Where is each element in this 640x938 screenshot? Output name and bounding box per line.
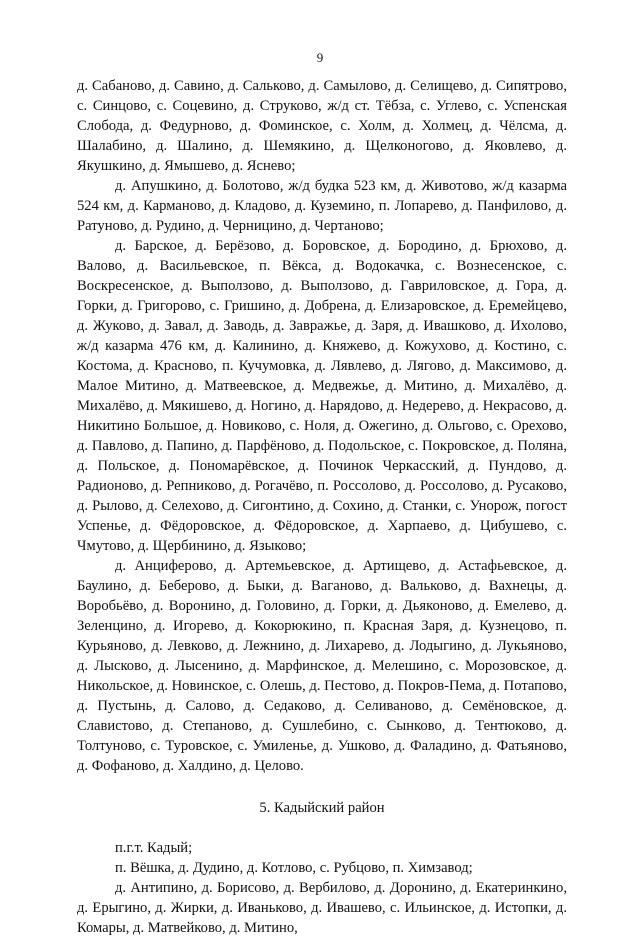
settlement-list-paragraph-5: п.г.т. Кадый; — [115, 840, 193, 856]
document-body — [77, 76, 567, 938]
settlement-list-paragraph-3: д. Барское, д. Берёзово, д. Боровское, д. Бородино, д. Брюхово, д. Валово, д. Васильевское, п. Вёкса, д. Водокачка, с. Вознесенское, с. Воскресенское, д. Выползово, д. Выползово, д. Гавриловское, д. Гора, д. Горки, д. Григорово, с. Гришино, д. Добрена, д. Елизаровское, д. Еремейцево, д. Жуково, д. Завал, д. Заводь, д. Завражье, д. Заря, д. Ивашково, д. Ихолово, ж/д казарма 476 км, д. Калинино, д. Княжево, д. Кожухово, д. Костино, с. Костома, д. Красново, п. Кучумовка, д. Лявлево, д. Лягово, д. Максимово, д. Малое Митино, д. Матвеевское, д. Медвежье, д. Митино, д. Михалёво, д. Михалёво, д. Мякишево, д. Ногино, д. Нарядово, д. Недерево, д. Некрасово, д. Никитино Большое, д. Новиково, с. Ноля, д. Ожегино, д. Ольгово, с. Орехово, д. Павлово, д. Папино, д. Парфёново, д. Подольское, с. Покровское, д. Поляна, д. Польское, д. Пономарёвское, д. Починок Черкасский, д. Пундово, д. Радионово, д. Репниково, д. Рогачёво, п. Россолово, д. Россолово, д. Русаково, д. Рылово, д. Селехово, д. Сигонтино, д. Сохино, д. Станки, с. Унорож, погост Успенье, д. Фёдоровское, д. Фёдоровское, д. Харпаево, д. Цибушево, с. Чмутово, д. Щербинино, д. Языково; — [77, 238, 567, 554]
settlement-list-paragraph-4: д. Анциферово, д. Артемьевское, д. Артищево, д. Астафьевское, д. Баулино, д. Беберово, д. Быки, д. Ваганово, д. Вальково, д. Вахнецы, д. Воробьёво, д. Воронино, д. Головино, д. Горки, д. Дьяконово, д. Емелево, д. Зеленцино, д. Игорево, д. Кокорюкино, п. Красная Заря, д. Кузнецово, п. Курьяново, д. Левково, д. Лежнино, д. Лихарево, д. Лодыгино, д. Лукьяново, д. Лысково, д. Лысенино, д. Марфинское, д. Мелешино, с. Морозовское, д. Никольское, д. Новинское, с. Олешь, д. Пестово, д. Покров-Пема, д. Потапово, д. Пустынь, д. Салово, д. Седаково, д. Селиваново, д. Семёновское, д. Славистово, д. Степаново, д. Сушлебино, с. Сынково, д. Тентюково, д. Толтуново, с. Туровское, с. Умиленье, д. Ушково, д. Фаладино, д. Фатьяново, д. Фофаново, д. Халдино, д. Целово. — [77, 558, 567, 774]
settlement-list-paragraph-6: п. Вёшка, д. Дудино, д. Котлово, с. Рубцово, п. Химзавод; — [115, 860, 473, 876]
settlement-list-paragraph-1: д. Сабаново, д. Савино, д. Сальково, д. Самылово, д. Селищево, д. Сипятрово, с. Синцово, с. Соцевино, д. Струково, ж/д ст. Тёбза, с. Углево, с. Успенская Слобода, д. Федурново, д. Фоминское, с. Холм, д. Холмец, д. Чёлсма, д. Шалабино, д. Шалино, д. Шемякино, д. Щелконогово, д. Яковлево, д. Якушкино, д. Ямышево, д. Яснево; — [77, 78, 567, 174]
section-heading: 5. Кадыйский район — [259, 800, 385, 816]
settlement-list-paragraph-7: д. Антипино, д. Борисово, д. Вербилово, д. Доронино, д. Екатеринкино, д. Ерыгино, д. Жирки, д. Иваньково, д. Ивашево, с. Ильинское, д. Истопки, д. Комары, д. Матвейково, д. Митино, — [77, 880, 567, 936]
page-number: 9 — [316, 50, 324, 65]
settlement-list-paragraph-2: д. Апушкино, д. Болотово, ж/д будка 523 км, д. Животово, ж/д казарма 524 км, д. Карманово, д. Кладово, д. Куземино, п. Лопарево, д. Панфилово, д. Ратуново, д. Рудино, д. Черницино, д. Чертаново; — [77, 178, 567, 234]
